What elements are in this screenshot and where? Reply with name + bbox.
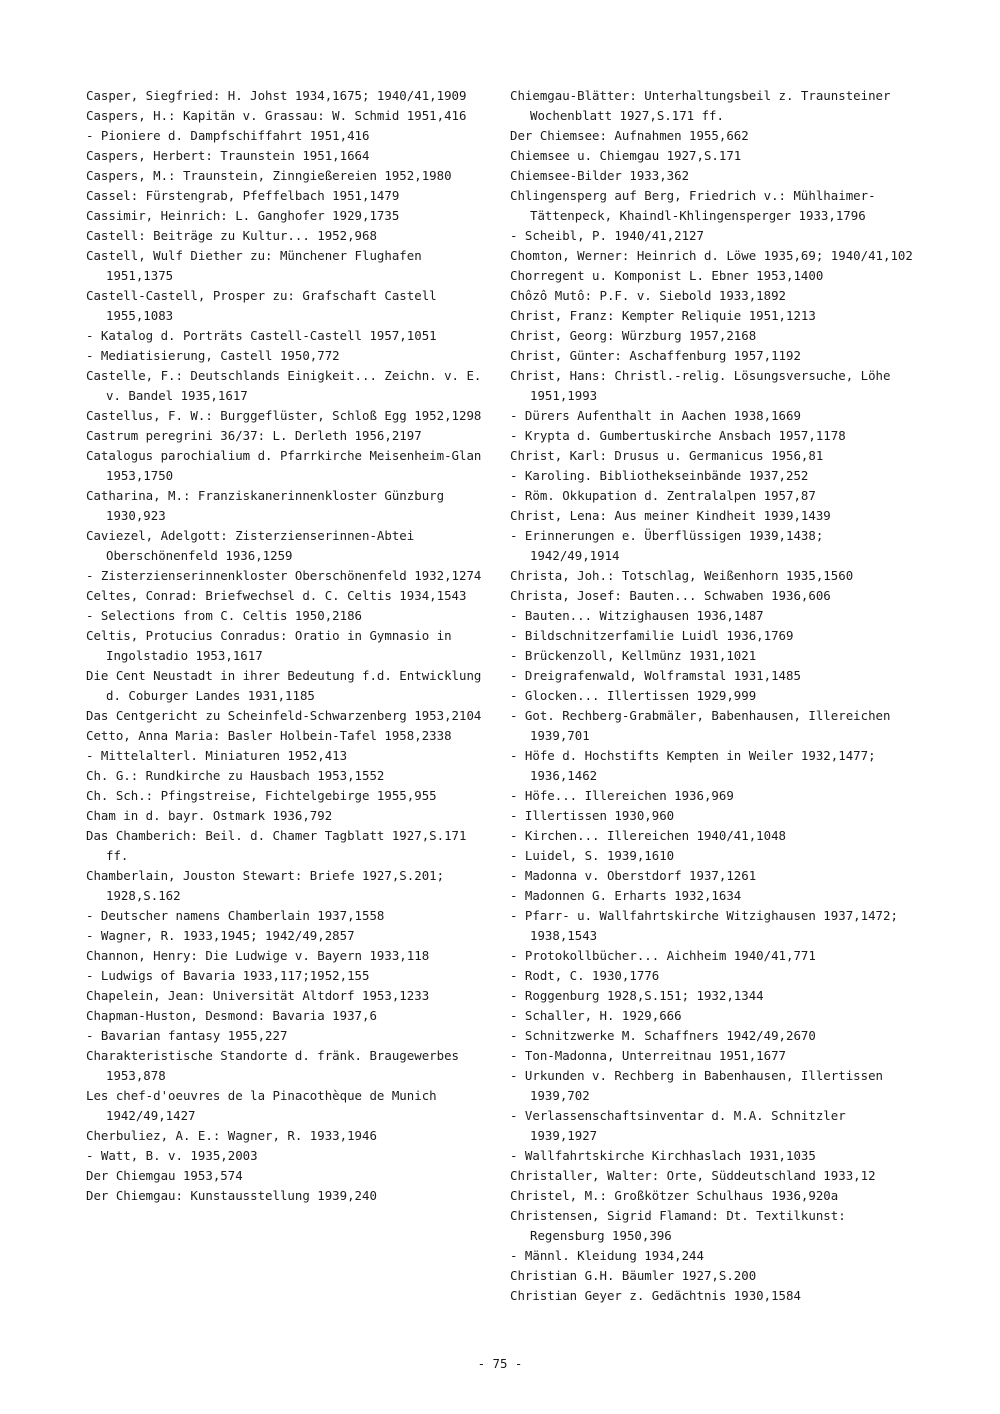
index-entry: Cham in d. bayr. Ostmark 1936,792 (86, 808, 333, 823)
index-entry: Das Chamberich: Beil. d. Chamer Tagblatt 1927,S.171 ff. (86, 828, 467, 863)
index-entry: Castrum peregrini 36/37: L. Derleth 1956,2197 (86, 428, 422, 443)
index-entry: - Krypta d. Gumbertuskirche Ansbach 1957,1178 (510, 428, 846, 443)
index-entry: Caviezel, Adelgott: Zisterzienserinnen-Abtei Oberschönenfeld 1936,1259 (86, 528, 415, 563)
index-entry: Chomton, Werner: Heinrich d. Löwe 1935,69; 1940/41,102 (510, 248, 913, 263)
index-entry: Der Chiemsee: Aufnahmen 1955,662 (510, 128, 749, 143)
index-entry: Celtes, Conrad: Briefwechsel d. C. Celtis 1934,1543 (86, 588, 467, 603)
index-entry: - Roggenburg 1928,S.151; 1932,1344 (510, 988, 764, 1003)
index-entry: Castelle, F.: Deutschlands Einigkeit... Zeichn. v. E. v. Bandel 1935,1617 (86, 368, 482, 403)
index-entry: - Männl. Kleidung 1934,244 (510, 1248, 704, 1263)
index-entry: Christaller, Walter: Orte, Süddeutschland 1933,12 (510, 1168, 876, 1183)
index-entry: - Rodt, C. 1930,1776 (510, 968, 660, 983)
index-entry: Celtis, Protucius Conradus: Oratio in Gymnasio in Ingolstadio 1953,1617 (86, 628, 452, 663)
index-entry: Castell-Castell, Prosper zu: Grafschaft Castell 1955,1083 (86, 288, 437, 323)
index-entry: Christ, Günter: Aschaffenburg 1957,1192 (510, 348, 801, 363)
index-entry: Chamberlain, Jouston Stewart: Briefe 1927,S.201; 1928,S.162 (86, 868, 445, 903)
index-entry: - Glocken... Illertissen 1929,999 (510, 688, 757, 703)
index-entry: Christian Geyer z. Gedächtnis 1930,1584 (510, 1288, 801, 1303)
right-column (510, 86, 915, 1326)
index-entry: - Protokollbücher... Aichheim 1940/41,771 (510, 948, 816, 963)
index-entry: Chiemsee-Bilder 1933,362 (510, 168, 690, 183)
index-entry: - Urkunden v. Rechberg in Babenhausen, Illertissen 1939,702 (510, 1068, 883, 1103)
index-entry: Christ, Georg: Würzburg 1957,2168 (510, 328, 757, 343)
index-entry: - Pfarr- u. Wallfahrtskirche Witzighausen 1937,1472; 1938,1543 (510, 908, 898, 943)
index-entry: - Selections from C. Celtis 1950,2186 (86, 608, 363, 623)
index-entry: - Ton-Madonna, Unterreitnau 1951,1677 (510, 1048, 787, 1063)
index-entry: Casper, Siegfried: H. Johst 1934,1675; 1940/41,1909 (86, 88, 467, 103)
index-entry: - Erinnerungen e. Überflüssigen 1939,1438; 1942/49,1914 (510, 528, 824, 563)
index-entry (510, 1306, 915, 1326)
index-entry: Ch. Sch.: Pfingstreise, Fichtelgebirge 1955,955 (86, 788, 437, 803)
index-entry: - Katalog d. Porträts Castell-Castell 1957,1051 (86, 328, 437, 343)
index-entry: Christian G.H. Bäumler 1927,S.200 (510, 1268, 757, 1283)
index-entry: Christel, M.: Großkötzer Schulhaus 1936,920a (510, 1188, 839, 1203)
index-entry: - Mittelalterl. Miniaturen 1952,413 (86, 748, 348, 763)
index-entry: - Illertissen 1930,960 (510, 808, 675, 823)
index-entry: Christensen, Sigrid Flamand: Dt. Textilkunst: Regensburg 1950,396 (510, 1208, 846, 1243)
index-entry: Chiemgau-Blätter: Unterhaltungsbeil z. Traunsteiner Wochenblatt 1927,S.171 ff. (510, 88, 891, 123)
index-entry: Catharina, M.: Franziskanerinnenkloster Günzburg 1930,923 (86, 488, 445, 523)
index-entry: Chiemsee u. Chiemgau 1927,S.171 (510, 148, 742, 163)
index-entry: Channon, Henry: Die Ludwige v. Bayern 1933,118 (86, 948, 430, 963)
index-entry: Christa, Josef: Bauten... Schwaben 1936,606 (510, 588, 831, 603)
index-entry: Cherbuliez, A. E.: Wagner, R. 1933,1946 (86, 1128, 377, 1143)
index-entry: Castell, Wulf Diether zu: Münchener Flughafen 1951,1375 (86, 248, 422, 283)
index-entry: Der Chiemgau 1953,574 (86, 1168, 243, 1183)
index-entry: - Bavarian fantasy 1955,227 (86, 1028, 288, 1043)
index-entry: Chôzô Mutô: P.F. v. Siebold 1933,1892 (510, 288, 787, 303)
index-entry: Ch. G.: Rundkirche zu Hausbach 1953,1552 (86, 768, 385, 783)
index-entry: - Röm. Okkupation d. Zentralalpen 1957,87 (510, 488, 816, 503)
index-entry: - Mediatisierung, Castell 1950,772 (86, 348, 340, 363)
index-entry: Die Cent Neustadt in ihrer Bedeutung f.d. Entwicklung d. Coburger Landes 1931,1185 (86, 668, 482, 703)
index-entry: - Deutscher namens Chamberlain 1937,1558 (86, 908, 385, 923)
index-entry: Caspers, M.: Traunstein, Zinngießereien 1952,1980 (86, 168, 452, 183)
index-entry: - Höfe... Illereichen 1936,969 (510, 788, 734, 803)
index-entry: - Brückenzoll, Kellmünz 1931,1021 (510, 648, 757, 663)
index-entry: Charakteristische Standorte d. fränk. Braugewerbes 1953,878 (86, 1048, 459, 1083)
index-entry: - Scheibl, P. 1940/41,2127 (510, 228, 704, 243)
index-entry: - Bauten... Witzighausen 1936,1487 (510, 608, 764, 623)
index-entry: Christ, Karl: Drusus u. Germanicus 1956,81 (510, 448, 824, 463)
index-entry: Christa, Joh.: Totschlag, Weißenhorn 1935,1560 (510, 568, 854, 583)
index-entry: - Madonna v. Oberstdorf 1937,1261 (510, 868, 757, 883)
index-entry: Cassimir, Heinrich: L. Ganghofer 1929,1735 (86, 208, 400, 223)
index-entry: Caspers, H.: Kapitän v. Grassau: W. Schmid 1951,416 (86, 108, 467, 123)
index-entry: Der Chiemgau: Kunstausstellung 1939,240 (86, 1188, 377, 1203)
index-entry: Cetto, Anna Maria: Basler Holbein-Tafel 1958,2338 (86, 728, 452, 743)
index-entry: Christ, Franz: Kempter Reliquie 1951,1213 (510, 308, 816, 323)
index-entry: - Dreigrafenwald, Wolframstal 1931,1485 (510, 668, 801, 683)
index-entry: Chapman-Huston, Desmond: Bavaria 1937,6 (86, 1008, 377, 1023)
page-number: - 75 - (477, 1356, 523, 1371)
index-entry: - Luidel, S. 1939,1610 (510, 848, 675, 863)
index-entry: - Höfe d. Hochstifts Kempten in Weiler 1932,1477; 1936,1462 (510, 748, 876, 783)
index-entry: Cassel: Fürstengrab, Pfeffelbach 1951,1479 (86, 188, 400, 203)
index-entry: - Karoling. Bibliothekseinbände 1937,252 (510, 468, 809, 483)
index-entry: Christ, Hans: Christl.-relig. Lösungsversuche, Löhe 1951,1993 (510, 368, 891, 403)
index-entry: Chapelein, Jean: Universität Altdorf 1953,1233 (86, 988, 430, 1003)
index-entry: Caspers, Herbert: Traunstein 1951,1664 (86, 148, 370, 163)
index-entry: Das Centgericht zu Scheinfeld-Schwarzenberg 1953,2104 (86, 708, 482, 723)
index-entry: - Wallfahrtskirche Kirchhaslach 1931,1035 (510, 1148, 816, 1163)
index-entry: Castellus, F. W.: Burggeflüster, Schloß Egg 1952,1298 (86, 408, 482, 423)
index-entry: Christ, Lena: Aus meiner Kindheit 1939,1439 (510, 508, 831, 523)
index-entry: - Dürers Aufenthalt in Aachen 1938,1669 (510, 408, 801, 423)
index-entry: - Schaller, H. 1929,666 (510, 1008, 682, 1023)
index-entry: Chlingensperg auf Berg, Friedrich v.: Mühlhaimer-Tättenpeck, Khaindl-Khlingensperger 1933,1796 (510, 188, 876, 223)
index-entry: - Kirchen... Illereichen 1940/41,1048 (510, 828, 787, 843)
index-entry: - Pioniere d. Dampfschiffahrt 1951,416 (86, 128, 370, 143)
index-entry: Les chef-d'oeuvres de la Pinacothèque de Munich 1942/49,1427 (86, 1088, 437, 1123)
index-entry: - Watt, B. v. 1935,2003 (86, 1148, 258, 1163)
left-column (86, 86, 486, 1206)
index-entry: Chorregent u. Komponist L. Ebner 1953,1400 (510, 268, 824, 283)
index-entry: - Zisterzienserinnenkloster Oberschönenfeld 1932,1274 (86, 568, 482, 583)
index-entry: - Wagner, R. 1933,1945; 1942/49,2857 (86, 928, 355, 943)
index-entry: - Ludwigs of Bavaria 1933,117;1952,155 (86, 968, 370, 983)
index-entry: - Schnitzwerke M. Schaffners 1942/49,2670 (510, 1028, 816, 1043)
index-entry: Catalogus parochialium d. Pfarrkirche Meisenheim-Glan 1953,1750 (86, 448, 482, 483)
index-entry: Castell: Beiträge zu Kultur... 1952,968 (86, 228, 377, 243)
index-entry: - Bildschnitzerfamilie Luidl 1936,1769 (510, 628, 794, 643)
index-entry: - Verlassenschaftsinventar d. M.A. Schnitzler 1939,1927 (510, 1108, 846, 1143)
index-entry: - Madonnen G. Erharts 1932,1634 (510, 888, 742, 903)
index-entry: - Got. Rechberg-Grabmäler, Babenhausen, Illereichen 1939,701 (510, 708, 891, 743)
